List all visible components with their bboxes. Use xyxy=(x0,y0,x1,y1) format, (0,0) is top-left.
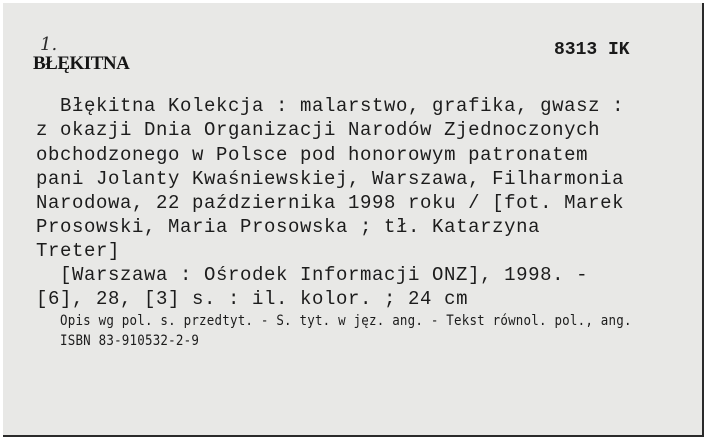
title-line: z okazji Dnia Organizacji Narodów Zjednoczonych xyxy=(36,119,601,141)
notes-line: Opis wg pol. s. przedtyt. - S. tyt. w jęz. ang. - Tekst równol. pol., ang. xyxy=(60,311,632,329)
title-line: obchodzonego w Polsce pod honorowym patronatem xyxy=(36,144,589,166)
title-line: Błękitna Kolekcja : malarstwo, grafika, gwasz : xyxy=(60,95,625,117)
card-number: 1. xyxy=(40,34,58,55)
title-line: Prosowski, Maria Prosowska ; tł. Katarzyna xyxy=(36,216,541,238)
title-line: Treter] xyxy=(36,240,121,262)
heading: BŁĘKITNA xyxy=(33,53,130,74)
title-line: pani Jolanty Kwaśniewskiej, Warszawa, Filharmonia xyxy=(36,168,625,190)
catalog-card xyxy=(3,3,704,437)
call-number: 8313 IK xyxy=(554,40,630,60)
isbn-line: ISBN 83-910532-2-9 xyxy=(60,331,200,349)
imprint-line: [6], 28, [3] s. : il. kolor. ; 24 cm xyxy=(36,288,469,310)
title-line: Narodowa, 22 października 1998 roku / [fot. Marek xyxy=(36,192,625,214)
imprint-line: [Warszawa : Ośrodek Informacji ONZ], 1998. - xyxy=(60,264,589,286)
